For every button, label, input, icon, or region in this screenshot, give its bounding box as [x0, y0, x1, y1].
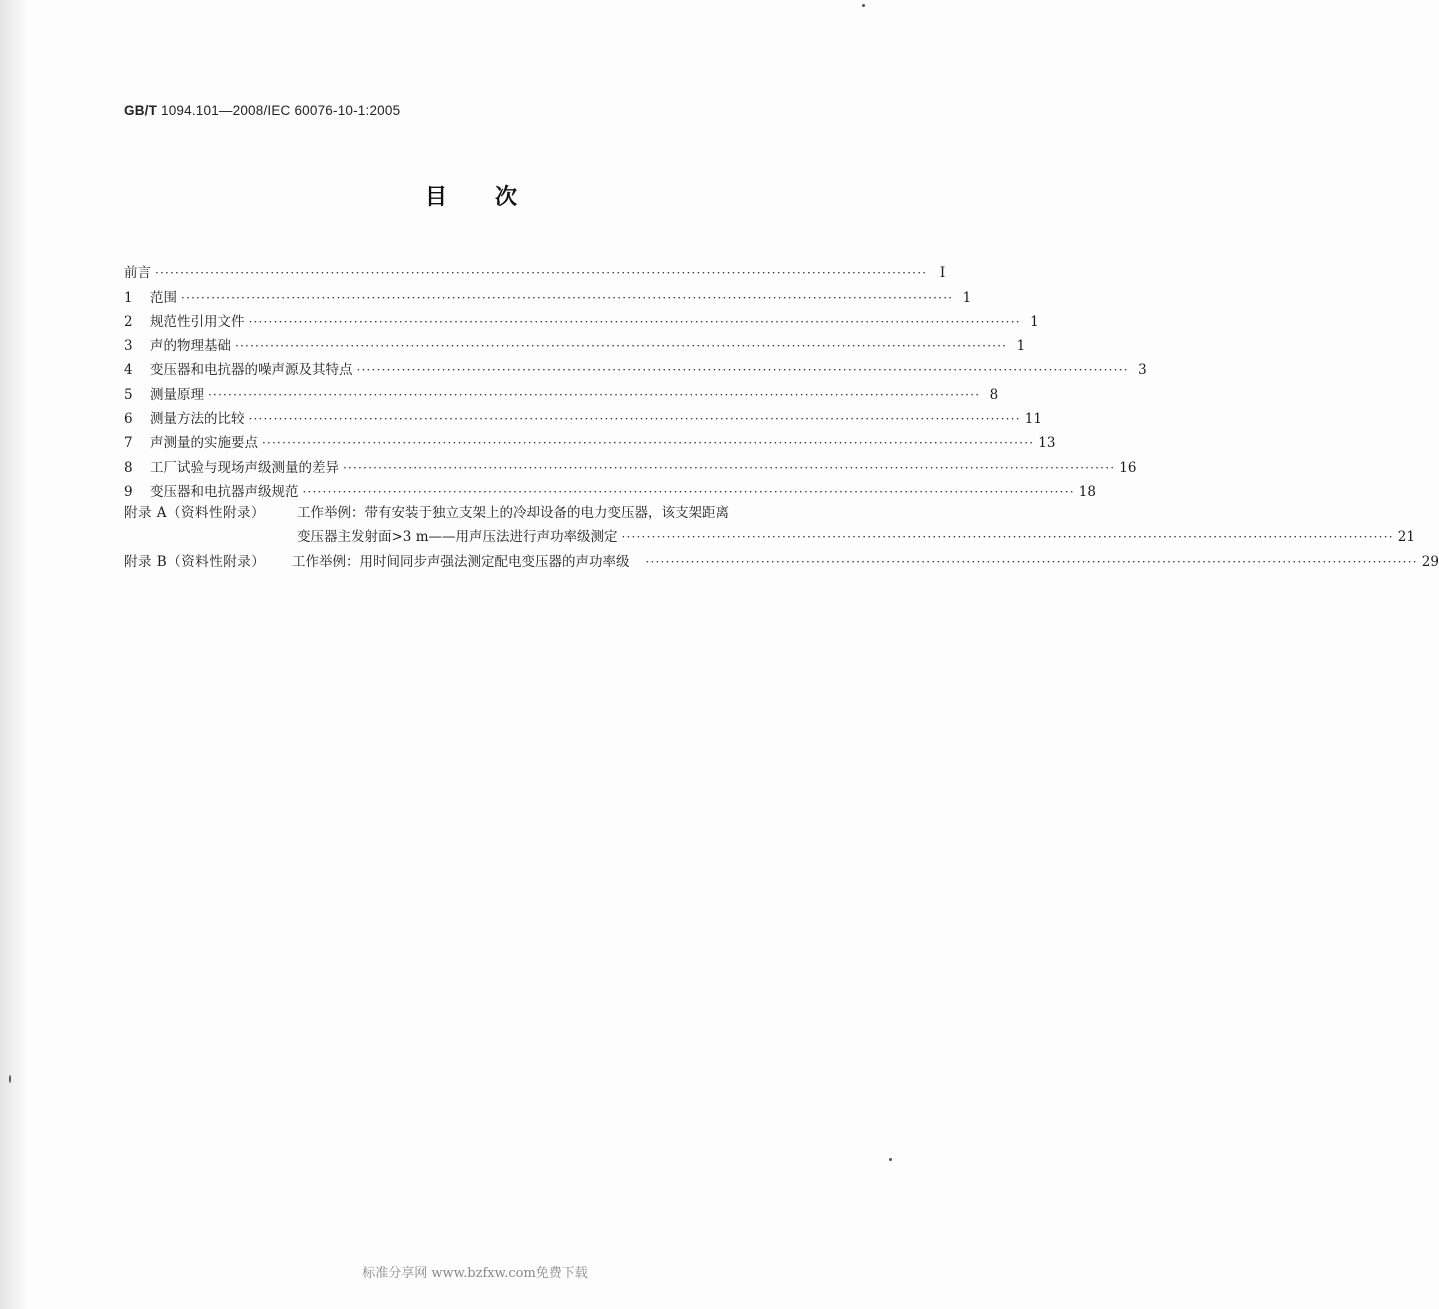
toc-leader-dots: ·························································································································································· [302, 484, 1075, 499]
toc-leader-dots: ·························································································································································· [356, 363, 1129, 378]
toc-leader-dots: ·························································································································································· [181, 290, 954, 305]
scan-speck [9, 1075, 11, 1083]
toc-leader-dots: ·························································································································································· [621, 530, 1394, 545]
toc-annex-b[interactable] [124, 550, 1439, 574]
toc-entry-label: 测量原理 [150, 386, 204, 403]
toc-entry-number: 4 [124, 362, 133, 379]
toc-entry-page: 1 [962, 289, 972, 306]
toc-entry[interactable] [124, 355, 1147, 379]
scan-speck [889, 1158, 892, 1161]
toc-entry-number: 7 [124, 435, 133, 452]
toc-leader-dots: ·························································································································································· [235, 339, 1008, 354]
toc-leader-dots: ·························································································································································· [208, 387, 981, 402]
toc-entry-page: I [939, 265, 946, 282]
toc-entry-label: 声的物理基础 [150, 338, 231, 355]
toc-entry[interactable] [124, 428, 1056, 452]
toc-entry[interactable] [124, 331, 1026, 355]
toc-entry[interactable] [124, 452, 1137, 476]
toc-entry[interactable] [124, 307, 1039, 331]
toc-leader-dots: ·························································································································································· [248, 314, 1021, 329]
toc-leader-dots: ·························································································································································· [248, 412, 1021, 427]
scan-speck [862, 4, 865, 7]
toc-entry-page: 11 [1024, 411, 1042, 428]
page-title: 目次 [424, 185, 565, 210]
annex-b-prefix: 附录 B（资料性附录） [124, 553, 266, 570]
annex-a-title-line2: 变压器主发射面>3 m——用声压法进行声功率级测定 [297, 529, 618, 546]
watermark-footer: 标准分享网 www.bzfxw.com免费下载 [362, 1266, 588, 1281]
toc-entry-page: 13 [1038, 435, 1056, 452]
table-of-contents [124, 258, 1439, 574]
toc-entry-number: 6 [124, 411, 133, 428]
toc-entry-label: 范围 [150, 289, 177, 306]
toc-entry-page: 3 [1138, 362, 1147, 379]
toc-entry-page: 16 [1119, 459, 1137, 476]
toc-entry[interactable] [124, 258, 946, 282]
annex-b-title: 工作举例：用时间同步声强法测定配电变压器的声功率级 [292, 553, 630, 570]
toc-entry-label: 前言 [124, 265, 151, 282]
toc-entry-page: 18 [1078, 483, 1096, 500]
annex-a-page: 21 [1397, 529, 1415, 546]
toc-leader-dots: ·························································································································································· [262, 436, 1035, 451]
toc-entry-number: 2 [124, 313, 133, 330]
toc-entry-label: 测量方法的比较 [150, 411, 245, 428]
toc-entry-page: 1 [1016, 338, 1026, 355]
toc-entry-number: 3 [124, 338, 133, 355]
toc-entry[interactable] [124, 379, 999, 403]
annex-a-prefix: 附录 A（资料性附录） [124, 504, 266, 521]
standard-number-rest: 1094.101—2008/IEC 60076-10-1:2005 [161, 103, 401, 118]
toc-entry[interactable] [124, 404, 1042, 428]
toc-entry-page: 8 [989, 386, 999, 403]
toc-leader-dots: ·························································································································································· [155, 266, 928, 281]
toc-entry-label: 声测量的实施要点 [150, 435, 258, 452]
toc-entry-number: 8 [124, 459, 133, 476]
toc-annex-a[interactable] [124, 501, 1415, 550]
toc-entry-label: 变压器和电抗器声级规范 [150, 483, 299, 500]
toc-entry-number: 1 [124, 289, 133, 306]
standard-number [124, 103, 400, 118]
toc-entry-label: 变压器和电抗器的噪声源及其特点 [150, 362, 353, 379]
toc-entry[interactable] [124, 282, 972, 306]
toc-entry-number: 9 [124, 483, 133, 500]
toc-entry-label: 工厂试验与现场声级测量的差异 [150, 459, 339, 476]
toc-leader-dots: ·························································································································································· [343, 460, 1116, 475]
annex-a-title-line1: 工作举例：带有安装于独立支架上的冷却设备的电力变压器，该支架距离 [297, 504, 729, 521]
toc-entry-number: 5 [124, 386, 133, 403]
toc-entry-label: 规范性引用文件 [150, 313, 245, 330]
toc-leader-dots: ·························································································································································· [645, 554, 1418, 569]
toc-entry[interactable] [124, 477, 1096, 501]
standard-code: GB/T [124, 103, 158, 118]
annex-b-page: 29 [1421, 553, 1439, 570]
toc-entry-page: 1 [1030, 313, 1039, 330]
